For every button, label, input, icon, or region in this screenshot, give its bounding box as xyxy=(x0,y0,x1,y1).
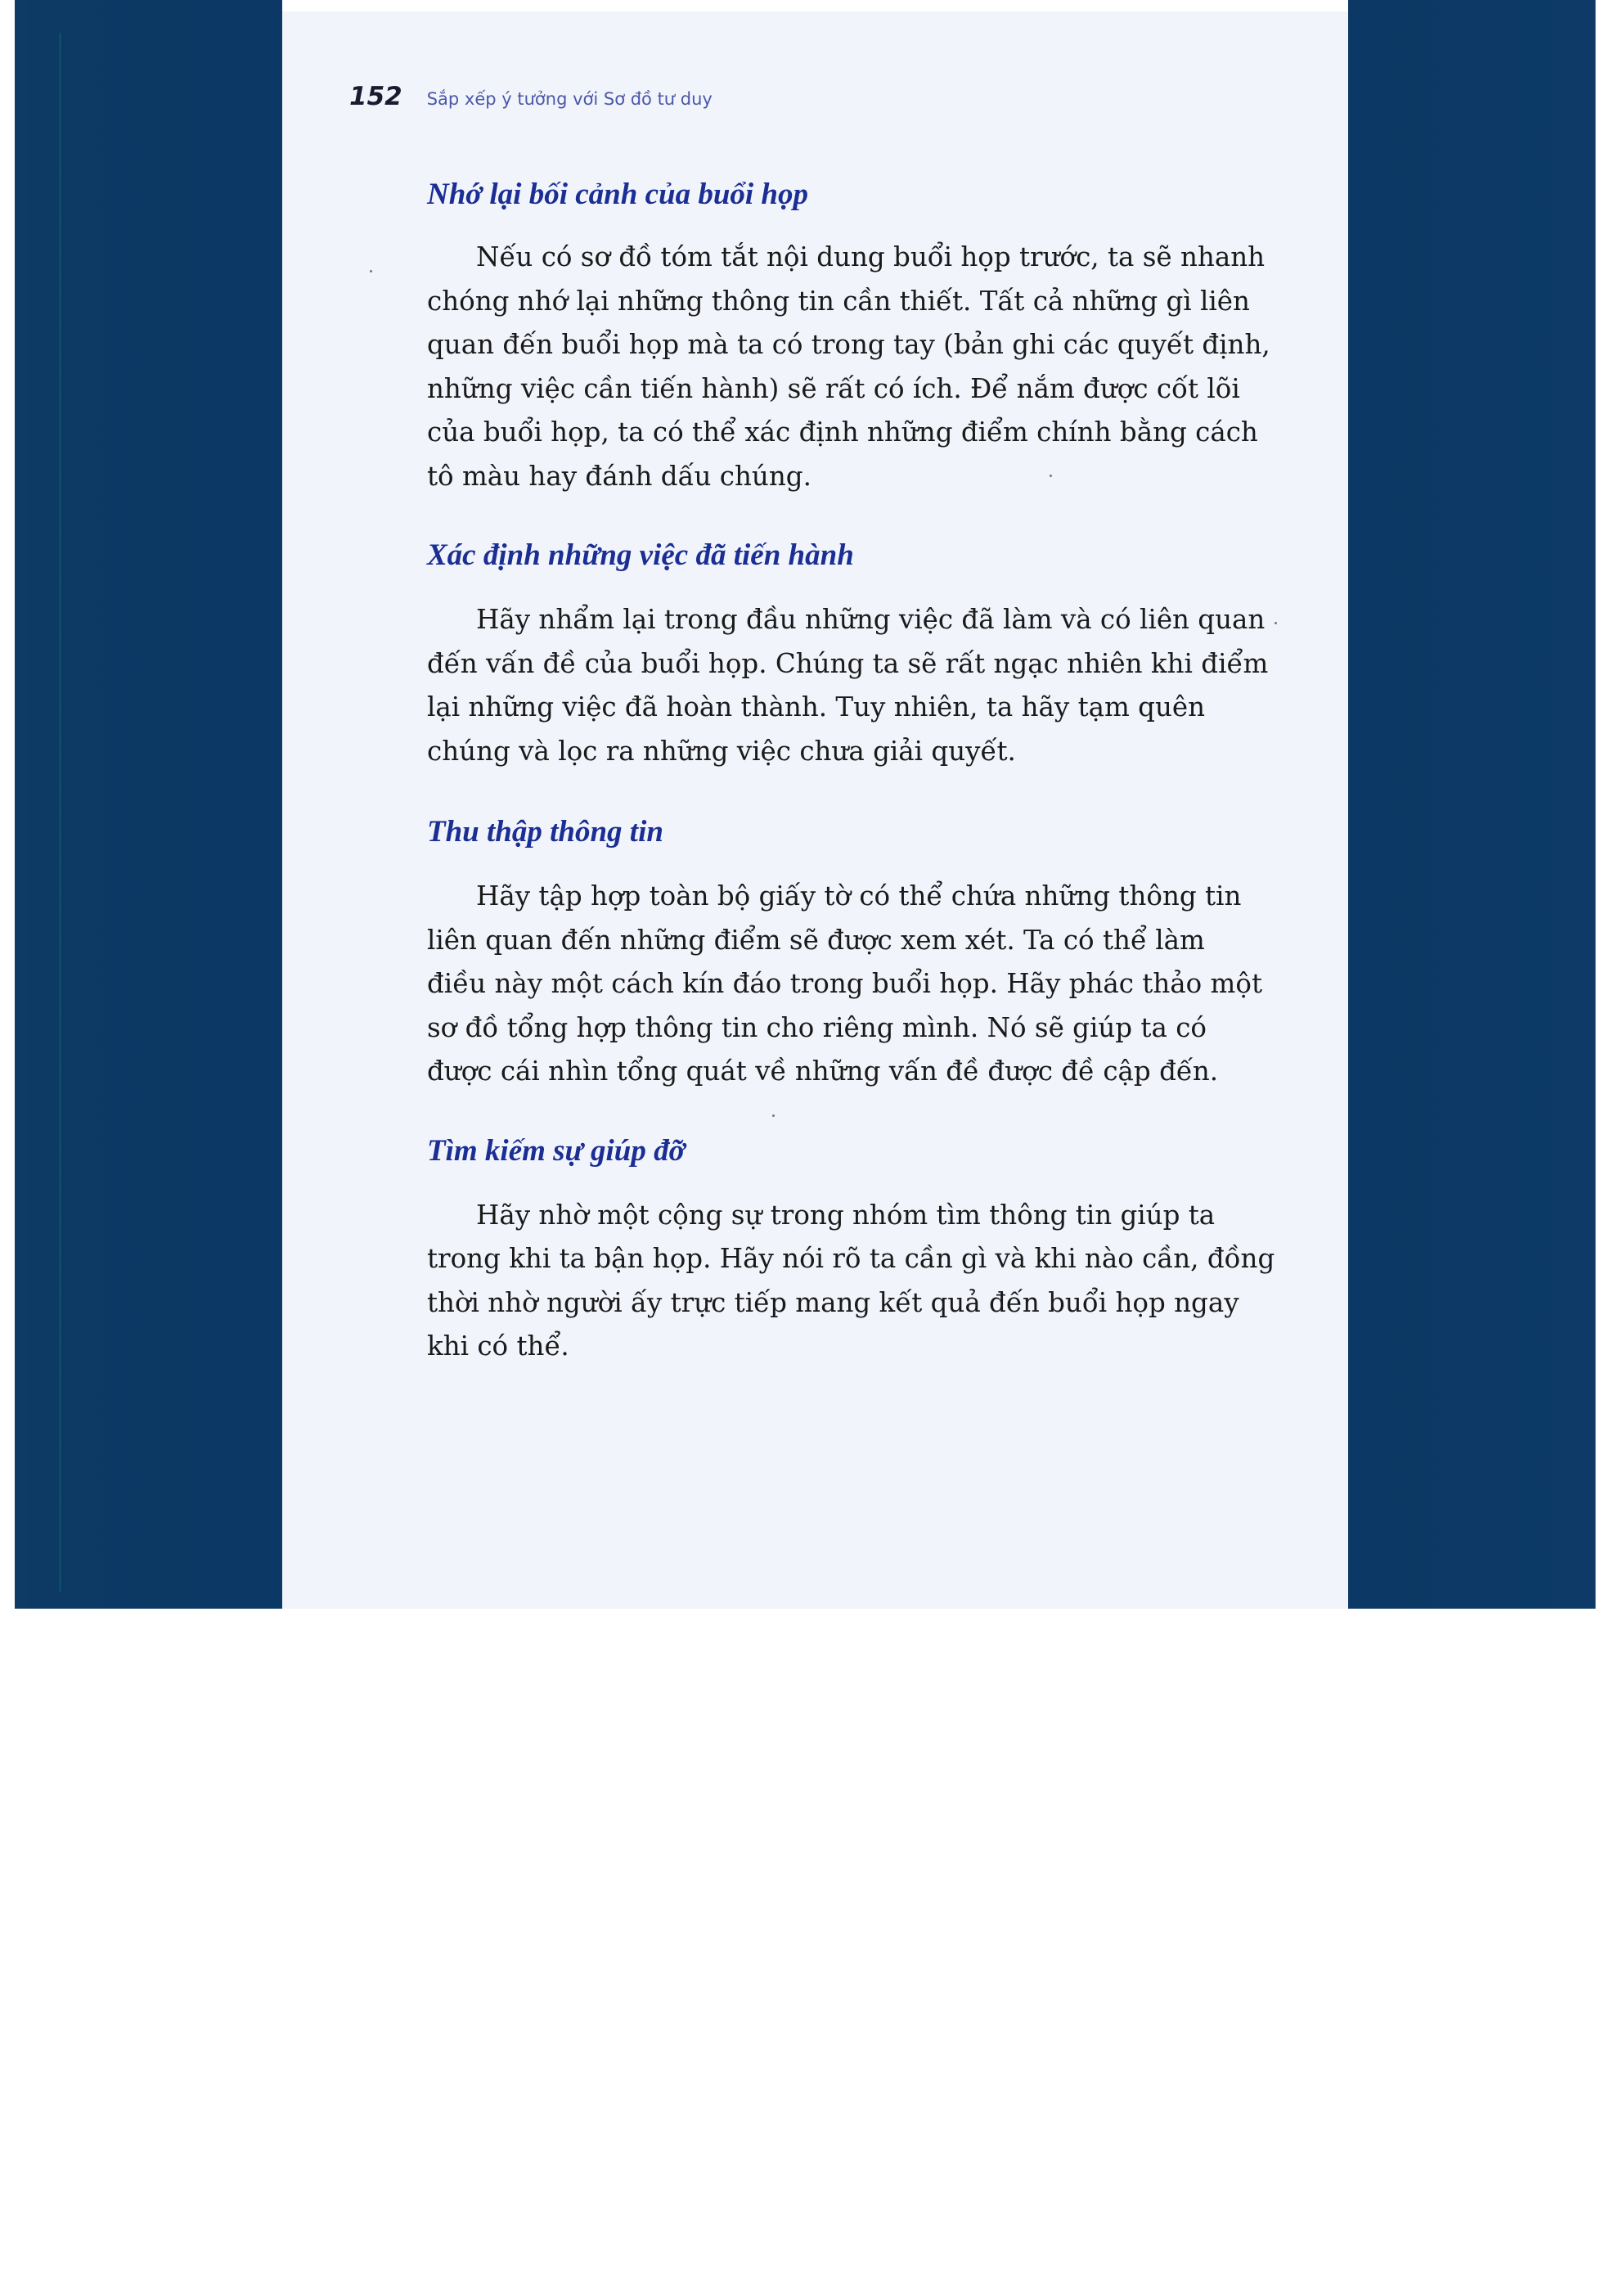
paragraph-line: Nếu có sơ đồ tóm tắt nội dung buổi họp trước, ta sẽ nhanh xyxy=(476,241,1266,272)
paragraph-line: những việc cần tiến hành) sẽ rất có ích. Để nắm được cốt lõi xyxy=(427,372,1240,404)
paragraph-line: lại những việc đã hoàn thành. Tuy nhiên, ta hãy tạm quên xyxy=(427,691,1206,723)
paragraph-line: đến vấn đề của buổi họp. Chúng ta sẽ rất ngạc nhiên khi điểm xyxy=(427,647,1269,679)
paragraph-line: liên quan đến những điểm sẽ được xem xét. Ta có thể làm xyxy=(427,924,1205,956)
paragraph-line: chúng và lọc ra những việc chưa giải quyết. xyxy=(427,735,1016,767)
paragraph-line: tô màu hay đánh dấu chúng. xyxy=(427,460,812,492)
paragraph-line: Hãy tập hợp toàn bộ giấy tờ có thể chứa những thông tin xyxy=(476,880,1242,912)
section-paragraph xyxy=(427,1194,1275,1369)
section-identify-completed-work xyxy=(427,531,1269,773)
section-heading: Tìm kiếm sự giúp đỡ xyxy=(427,1133,686,1168)
section-paragraph xyxy=(427,598,1269,773)
left-cover-band xyxy=(0,0,282,1609)
paragraph-line: sơ đồ tổng hợp thông tin cho riêng mình. Nó sẽ giúp ta có xyxy=(427,1011,1207,1043)
section-heading: Xác định những việc đã tiến hành xyxy=(427,538,854,572)
paragraph-line: quan đến buổi họp mà ta có trong tay (bản ghi các quyết định, xyxy=(427,329,1270,360)
page-content xyxy=(427,170,1275,1369)
section-seek-help xyxy=(427,1127,1275,1369)
right-cover-band xyxy=(1348,0,1623,1609)
paragraph-line: Hãy nhẩm lại trong đầu những việc đã làm và có liên quan xyxy=(476,604,1266,635)
paragraph-line: trong khi ta bận họp. Hãy nói rõ ta cần gì và khi nào cần, đồng xyxy=(427,1243,1275,1274)
left-band-rule xyxy=(59,33,61,1592)
scan-speck xyxy=(1275,622,1277,624)
paragraph-line: điều này một cách kín đáo trong buổi họp. Hãy phác thảo một xyxy=(427,968,1263,999)
section-paragraph xyxy=(427,236,1270,498)
section-gather-information xyxy=(427,808,1263,1094)
running-head xyxy=(349,82,713,111)
paragraph-line: của buổi họp, ta có thể xác định những điểm chính bằng cách xyxy=(427,416,1258,448)
section-paragraph xyxy=(427,875,1263,1094)
paragraph-line: khi có thể. xyxy=(427,1330,569,1362)
section-heading: Nhớ lại bối cảnh của buổi họp xyxy=(427,178,809,211)
paragraph-line: được cái nhìn tổng quát về những vấn đề được đề cập đến. xyxy=(427,1056,1219,1087)
scan-speck xyxy=(1050,475,1052,477)
scan-speck xyxy=(772,1114,775,1117)
paragraph-line: Hãy nhờ một cộng sự trong nhóm tìm thông tin giúp ta xyxy=(476,1199,1216,1231)
book-title: Sắp xếp ý tưởng với Sơ đồ tư duy xyxy=(426,89,713,109)
section-heading: Thu thập thông tin xyxy=(427,815,663,849)
paragraph-line: thời nhờ người ấy trực tiếp mang kết quả đến buổi họp ngay xyxy=(427,1286,1239,1318)
page-top-edge xyxy=(282,0,1348,11)
scan-speck xyxy=(370,270,372,272)
page-number: 152 xyxy=(349,82,402,111)
paragraph-line: chóng nhớ lại những thông tin cần thiết. Tất cả những gì liên xyxy=(427,285,1250,317)
section-recall-meeting-context xyxy=(427,170,1270,498)
